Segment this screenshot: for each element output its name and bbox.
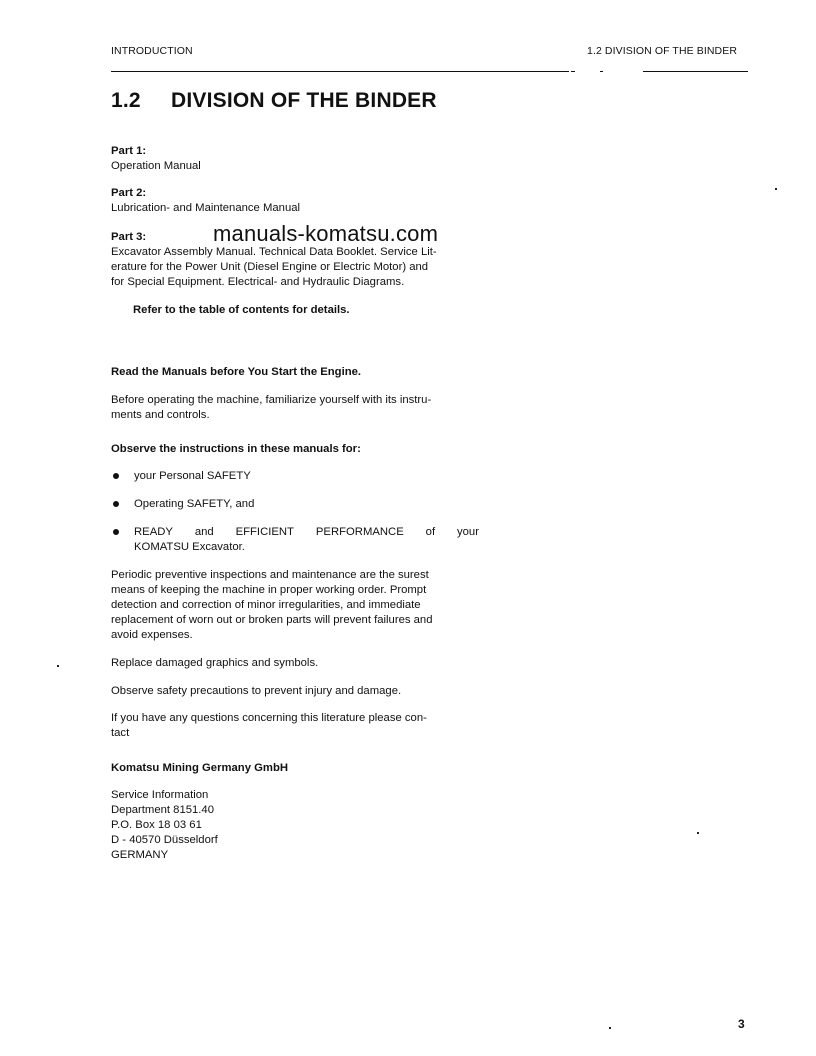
paragraph-line: detection and correction of minor irregularities, and immediate bbox=[111, 599, 421, 611]
scan-speck bbox=[609, 1027, 611, 1029]
address-line: D - 40570 Düsseldorf bbox=[111, 834, 218, 846]
part-1 bbox=[111, 144, 479, 174]
paragraph-line: tact bbox=[111, 727, 130, 739]
address-line: GERMANY bbox=[111, 849, 169, 861]
paragraph-line: If you have any questions concerning this literature please con- bbox=[111, 712, 427, 724]
bullet-text: Operating SAFETY, and bbox=[134, 498, 255, 510]
running-header-section: 1.2 DIVISION OF THE BINDER bbox=[587, 45, 738, 57]
watermark-url: manuals-komatsu.com bbox=[213, 221, 439, 246]
bullet-text: your Personal SAFETY bbox=[134, 470, 251, 482]
bullet-text bbox=[134, 525, 479, 555]
header-rule bbox=[111, 71, 569, 72]
read-manuals-text bbox=[111, 393, 479, 423]
bullet-item bbox=[111, 497, 479, 512]
observe-heading: Observe the instructions in these manuals for: bbox=[111, 443, 361, 455]
running-header-chapter: INTRODUCTION bbox=[111, 45, 193, 57]
part-1-text: Operation Manual bbox=[111, 160, 201, 172]
word: and bbox=[194, 526, 214, 538]
part-3-label: Part 3: bbox=[111, 231, 147, 243]
word: of bbox=[425, 526, 436, 538]
part-1-label: Part 1: bbox=[111, 145, 147, 157]
page-number: 3 bbox=[738, 1017, 745, 1031]
word: your bbox=[456, 526, 479, 538]
address-line: Service Information bbox=[111, 789, 209, 801]
paragraph-line: avoid expenses. bbox=[111, 629, 193, 641]
preventive-paragraph bbox=[111, 568, 479, 643]
scan-speck bbox=[697, 832, 699, 834]
observe-safety-text: Observe safety precautions to prevent injury and damage. bbox=[111, 685, 402, 697]
word: EFFICIENT bbox=[235, 526, 294, 538]
paragraph-line: Periodic preventive inspections and maintenance are the surest bbox=[111, 569, 429, 581]
address-line: Department 8151.40 bbox=[111, 804, 214, 816]
company-name: Komatsu Mining Germany GmbH bbox=[111, 762, 289, 774]
section-title bbox=[111, 89, 437, 113]
address-line: P.O. Box 18 03 61 bbox=[111, 819, 202, 831]
questions-paragraph bbox=[111, 711, 479, 741]
part-3-line: for Special Equipment. Electrical- and Hydraulic Diagrams. bbox=[111, 276, 405, 288]
bullet-item bbox=[111, 469, 479, 484]
read-manuals-line: ments and controls. bbox=[111, 409, 210, 421]
word: PERFORMANCE bbox=[315, 526, 404, 538]
bullet-icon bbox=[113, 473, 119, 479]
bullet-icon bbox=[113, 501, 119, 507]
word: READY bbox=[134, 526, 173, 538]
paragraph-line: means of keeping the machine in proper working order. Prompt bbox=[111, 584, 427, 596]
part-2-label: Part 2: bbox=[111, 187, 147, 199]
section-number: 1.2 bbox=[111, 89, 141, 112]
part-3-line: Excavator Assembly Manual. Technical Data Booklet. Service Lit- bbox=[111, 246, 437, 258]
read-manuals-line: Before operating the machine, familiarize yourself with its instru- bbox=[111, 394, 432, 406]
refer-note: Refer to the table of contents for details. bbox=[133, 304, 350, 316]
header-rule-fragment bbox=[571, 71, 575, 72]
bullet-item bbox=[111, 525, 479, 555]
part-2-text: Lubrication- and Maintenance Manual bbox=[111, 202, 301, 214]
header-rule-fragment bbox=[600, 71, 603, 72]
part-2 bbox=[111, 186, 479, 216]
bullet-icon bbox=[113, 529, 119, 535]
part-3-line: erature for the Power Unit (Diesel Engine or Electric Motor) and bbox=[111, 261, 429, 273]
header-rule-fragment bbox=[643, 71, 748, 72]
contact-address bbox=[111, 788, 479, 863]
paragraph-line: replacement of worn out or broken parts will prevent failures and bbox=[111, 614, 433, 626]
scan-speck bbox=[57, 665, 59, 667]
bullet-line-justified bbox=[134, 525, 479, 540]
replace-graphics-text: Replace damaged graphics and symbols. bbox=[111, 657, 319, 669]
bullet-line: KOMATSU Excavator. bbox=[134, 541, 245, 553]
section-title-text: DIVISION OF THE BINDER bbox=[171, 89, 437, 112]
scan-speck bbox=[775, 188, 777, 190]
read-manuals-heading: Read the Manuals before You Start the Engine. bbox=[111, 366, 362, 378]
